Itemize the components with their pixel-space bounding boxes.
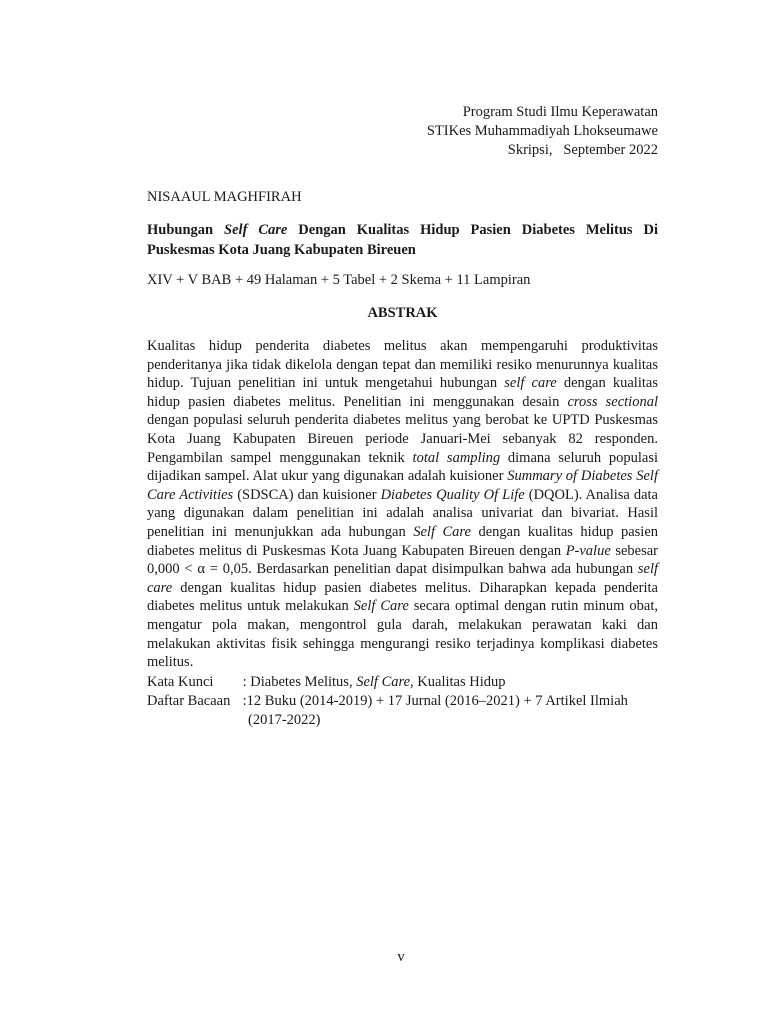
keywords-separator: : (239, 674, 251, 690)
page-number: v (397, 949, 405, 965)
institution-name: STIKes Muhammadiyah Lhokseumawe (426, 123, 658, 139)
abstract-heading: ABSTRAK (367, 305, 438, 321)
keyword-text: , Kualitas Hidup (410, 674, 506, 690)
institution-header (427, 103, 658, 160)
abstract-text: (SDSCA) dan kuisioner (233, 486, 381, 503)
study-program: Program Studi Ilmu Keperawatan (462, 104, 658, 120)
keywords-label: Kata Kunci (147, 674, 214, 690)
abstract-italic: self care (147, 561, 658, 596)
abstract-italic: Diabetes Quality Of Life (380, 486, 525, 503)
thesis-title (147, 220, 658, 260)
abstract-text: dimana seluruh populasi dijadikan sampel. Alat ukur yang digunakan adalah kuisioner (147, 449, 658, 485)
thesis-date: Skripsi, September 2022 (507, 142, 658, 158)
keywords-value (250, 673, 667, 692)
keyword-text: Diabetes Melitus, (250, 674, 357, 690)
keywords-row (147, 673, 667, 692)
abstract-italic: cross sectional (567, 393, 658, 410)
abstract-italic: Self Care (353, 598, 409, 615)
author-name: NISAAUL MAGHFIRAH (147, 189, 302, 205)
abstract-text: dengan kualitas hidup pasien diabetes melitus. Penelitian ini menggunakan desain (147, 375, 658, 410)
abstract-italic: total sampling (412, 449, 501, 466)
abstract-text: (DQOL). Analisa data yang digunakan dalam penelitian ini adalah analisa univariat dan bivariat. Hasil penelitian ini menunjukkan ada hubungan (147, 486, 658, 540)
title-part: Dengan Kualitas Hidup Pasien Diabetes Melitus Di Puskesmas Kota Juang Kabupaten Bireuen (147, 222, 659, 258)
references-continuation: (2017-2022) (248, 712, 321, 728)
abstract-italic: P-value (565, 542, 611, 559)
abstract-text: dengan kualitas hidup pasien diabetes melitus. Diharapkan kepada penderita diabetes melitus untuk melakukan (147, 579, 658, 615)
keywords-section (147, 673, 667, 730)
abstract-text: dengan kualitas hidup pasien diabetes melitus di Puskesmas Kota Juang Kabupaten Bireuen dengan (147, 523, 659, 559)
abstract-text: Kualitas hidup penderita diabetes melitus akan mempengaruhi produktivitas penderitanya jika tidak dikelola dengan tepat dan memiliki resiko menurunnya kualitas hidup. Tujuan penelitian ini untuk mengetahui hubungan (147, 338, 658, 392)
abstract-italic: Self Care (413, 523, 471, 540)
references-row (147, 692, 667, 711)
title-italic: Self Care (224, 222, 288, 238)
abstract-italic: Summary of Diabetes Self Care Activities (147, 468, 658, 503)
abstract-italic: self care (504, 375, 557, 392)
abstract-text: secara optimal dengan rutin minum obat, mengatur pola makan, mengontrol gula darah, melakukan perawatan kaki dan melakukan aktivitas fisik sehingga mengurangi resiko terjadinya komplikasi diabetes melitus. (147, 598, 658, 671)
references-value: 12 Buku (2014-2019) + 17 Jurnal (2016–2021) + 7 Artikel Ilmiah (246, 693, 628, 709)
abstract-text: dengan populasi seluruh penderita diabetes melitus yang berobat ke UPTD Puskesmas Kota Juang Kabupaten Bireuen periode Januari-Mei sebanyak 82 responden. Pengambilan sampel menggunakan teknik (147, 412, 658, 466)
references-separator: : (239, 693, 247, 709)
keyword-italic: Self Care (356, 674, 411, 690)
references-label: Daftar Bacaan (147, 693, 231, 709)
title-part: Hubungan (147, 222, 225, 238)
abstract-body (147, 337, 658, 672)
document-counts: XIV + V BAB + 49 Halaman + 5 Tabel + 2 Skema + 11 Lampiran (147, 272, 531, 288)
abstract-text: sebesar 0,000 < α = 0,05. Berdasarkan penelitian dapat disimpulkan bahwa ada hubungan (147, 542, 659, 578)
